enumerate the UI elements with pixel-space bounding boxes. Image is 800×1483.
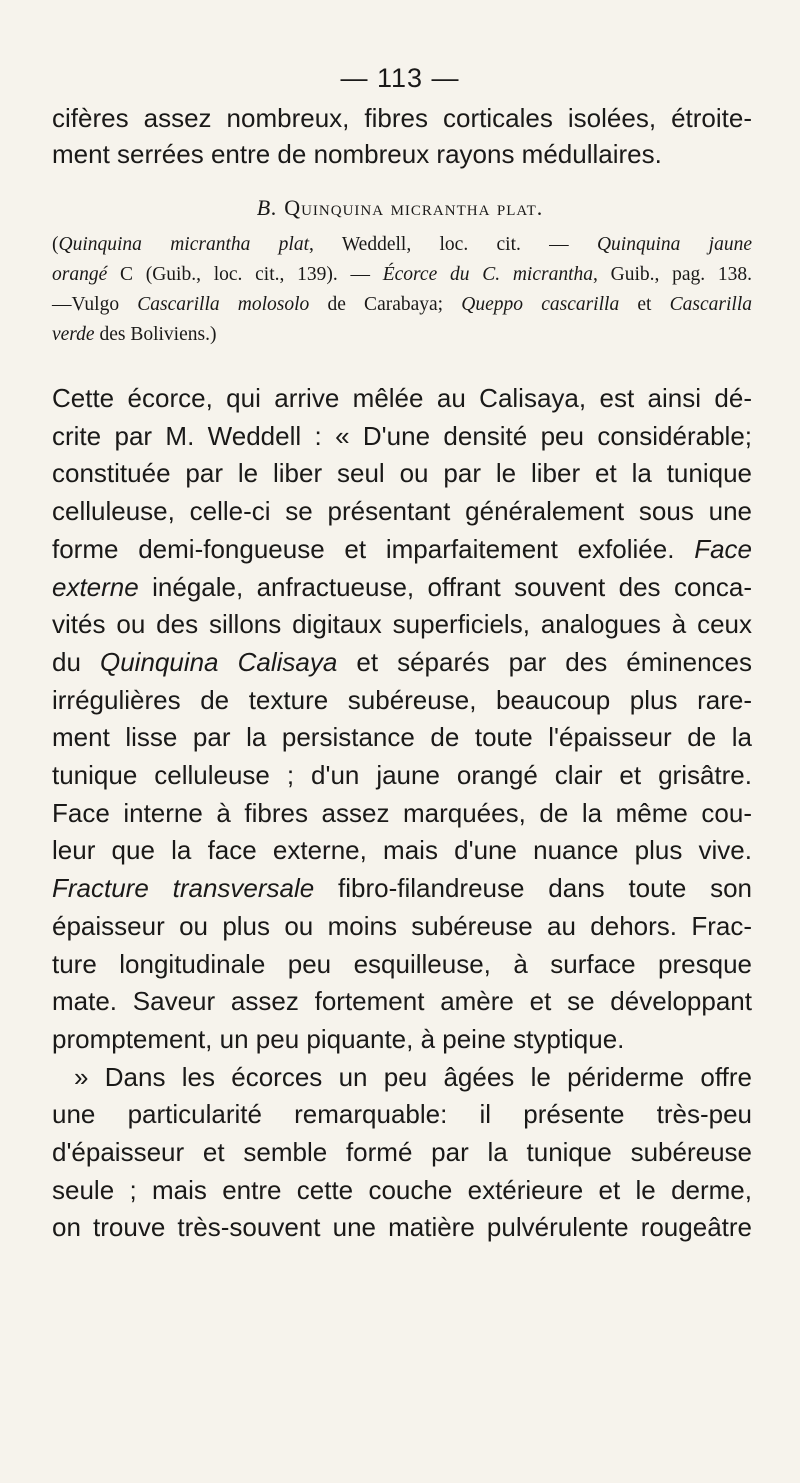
body-line-12: Face interne à fibres assez marquées, de la même cou-	[52, 797, 752, 828]
body-line-23: on trouve très-souvent une matière pulvérulente rougeâtre	[52, 1212, 752, 1243]
synonymy-line-1: (Quinquina micrantha plat, Weddell, loc. cit. — Quinquina jaune	[52, 234, 752, 255]
body-line-14: Fracture transversale fibro-filandreuse dans toute son	[52, 873, 752, 904]
synonymy-note	[52, 230, 752, 350]
section-title: Quinquina micrantha plat.	[284, 195, 544, 220]
body-line-3: constituée par le liber seul ou par le liber et la tunique	[52, 458, 752, 489]
body-line-11: tunique celluleuse ; d'un jaune orangé clair et grisâtre.	[52, 760, 752, 791]
body-line-10: ment lisse par la persistance de toute l'épaisseur de la	[52, 722, 752, 753]
body-line-16: ture longitudinale peu esquilleuse, à surface presque	[52, 948, 752, 979]
body-line-13: leur que la face externe, mais d'une nuance plus vive.	[52, 835, 752, 866]
body-line-22: seule ; mais entre cette couche extérieure et le derme,	[52, 1174, 752, 1205]
body-line-15: épaisseur ou plus ou moins subéreuse au dehors. Frac-	[52, 910, 752, 941]
body-line-7: vités ou des sillons digitaux superficiels, analogues à ceux	[52, 609, 752, 640]
intro-paragraph	[52, 100, 752, 172]
body-line-9: irrégulières de texture subéreuse, beaucoup plus rare-	[52, 684, 752, 715]
section-letter: B.	[256, 195, 278, 220]
body-line-20: une particularité remarquable: il présente très-peu	[52, 1099, 752, 1130]
body-line-4: celluleuse, celle-ci se présentant généralement sous une	[52, 496, 752, 527]
body-line-21: d'épaisseur et semble formé par la tunique subéreuse	[52, 1137, 752, 1168]
body-line-1: Cette écorce, qui arrive mêlée au Calisaya, est ainsi dé-	[52, 383, 752, 413]
body-line-2: crite par M. Weddell : « D'une densité peu considérable;	[52, 420, 752, 451]
section-heading	[0, 195, 800, 221]
synonymy-line-2: orangé C (Guib., loc. cit., 139). — Écorce du C. micrantha, Guib., pag. 138.	[52, 264, 752, 285]
body-line-8: du Quinquina Calisaya et séparés par des éminences	[52, 646, 752, 677]
description-paragraph	[52, 380, 752, 1247]
body-line-19: » Dans les écorces un peu âgées le périderme offre	[74, 1061, 752, 1092]
body-line-18: promptement, un peu piquante, à peine styptique.	[52, 1023, 625, 1054]
body-line-17: mate. Saveur assez fortement amère et se développant	[52, 986, 752, 1017]
synonymy-line-4: verde des Boliviens.)	[52, 324, 217, 345]
page-number: — 113 —	[340, 63, 460, 93]
intro-line-1: cifères assez nombreux, fibres corticales isolées, étroite-	[52, 103, 752, 133]
intro-line-2: ment serrées entre de nombreux rayons médullaires.	[52, 139, 662, 169]
body-line-6: externe inégale, anfractueuse, offrant souvent des conca-	[52, 571, 752, 602]
body-line-5: forme demi-fongueuse et imparfaitement exfoliée. Face	[52, 533, 752, 564]
synonymy-line-3: —Vulgo Cascarilla molosolo de Carabaya; Queppo cascarilla et Cascarilla	[52, 294, 752, 315]
